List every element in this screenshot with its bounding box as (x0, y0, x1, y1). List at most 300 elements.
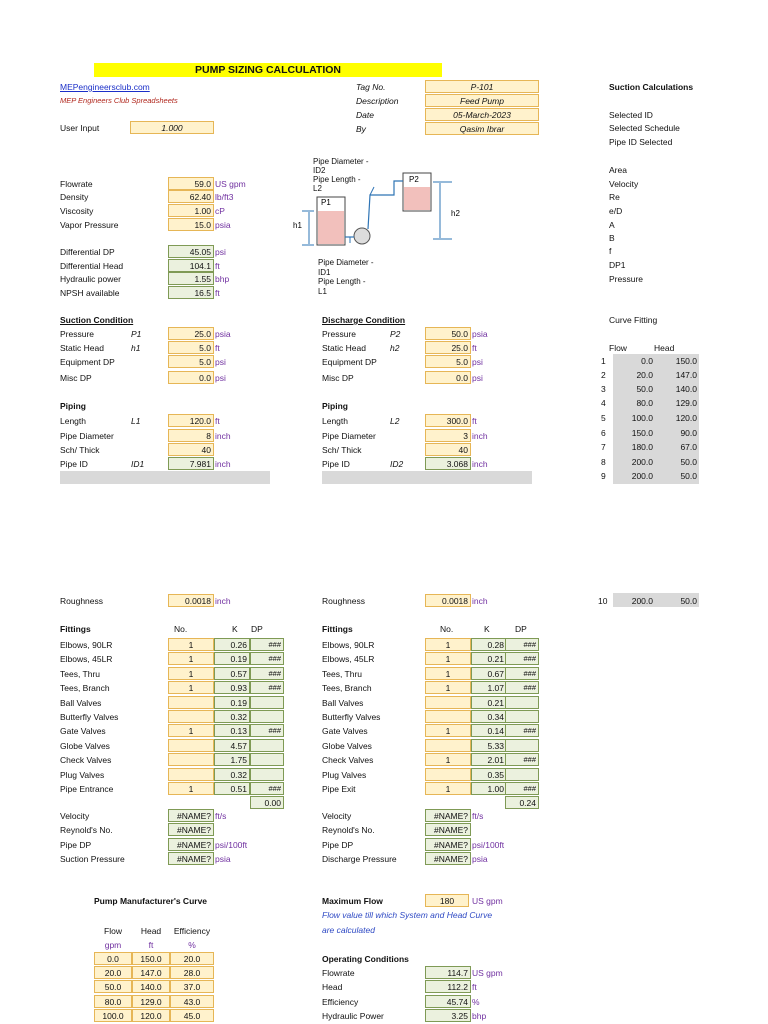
fitting-k-value: 1.07 (471, 681, 507, 694)
discharge-pipedp-value: #NAME? (425, 838, 471, 851)
fitting-name: Butterfly Valves (322, 712, 381, 722)
fitting-k-value: 0.57 (214, 667, 250, 680)
op-flowrate-unit: US gpm (472, 968, 503, 978)
fitting-count-input[interactable] (425, 739, 471, 752)
discharge-length-label: Length (322, 416, 348, 426)
op-eff-label: Efficiency (322, 997, 359, 1007)
mfr-head-input[interactable]: 129.0 (132, 995, 170, 1008)
discharge-pipedp-unit: psi/100ft (472, 840, 505, 850)
fitting-k-value: 0.19 (214, 652, 250, 665)
description-input[interactable]: Feed Pump (425, 94, 539, 107)
suction-sch-input[interactable]: 40 (168, 443, 214, 456)
curve-row-head: 150.0 (675, 356, 697, 366)
discharge-pipedp-label: Pipe DP (322, 840, 354, 850)
discharge-fittings-title: Fittings (322, 624, 353, 634)
curve-row-head: 140.0 (675, 384, 697, 394)
fitting-name: Globe Valves (60, 740, 110, 751)
fitting-dp-value (250, 768, 284, 781)
calc-item: Pressure (609, 274, 644, 284)
mfr-eff-input[interactable]: 43.0 (170, 995, 214, 1008)
tag-label: Tag No. (356, 82, 386, 92)
density-input[interactable]: 62.40 (168, 190, 214, 203)
fitting-name: Pipe Entrance (60, 784, 114, 794)
fitting-k-value: 0.21 (471, 652, 507, 665)
discharge-sch-input[interactable]: 40 (425, 443, 471, 456)
suction-equip-input[interactable]: 5.0 (168, 355, 214, 368)
density-label: Density (60, 192, 89, 202)
density-unit: lb/ft3 (215, 192, 234, 202)
suction-fittings-col-k: K (232, 624, 238, 634)
max-flow-input[interactable]: 180 (425, 894, 469, 907)
curve-col-flow: Flow (609, 343, 627, 353)
suction-fittings-title: Fittings (60, 624, 91, 634)
fitting-dp-value: ### (505, 782, 539, 795)
viscosity-unit: cP (215, 206, 225, 216)
calc-item: Re (609, 192, 620, 202)
fitting-k-value: 0.13 (214, 724, 250, 737)
calc-item: Pipe ID Selected (609, 137, 673, 147)
suction-roughness-label: Roughness (60, 596, 104, 606)
fitting-count-input[interactable] (168, 710, 214, 723)
date-label: Date (356, 110, 374, 120)
fitting-k-value: 0.28 (471, 638, 507, 651)
fitting-count-input[interactable]: 1 (425, 782, 471, 795)
discharge-equip-label: Equipment DP (322, 357, 377, 367)
fitting-dp-value: ### (505, 638, 539, 651)
suction-diameter-input[interactable]: 8 (168, 429, 214, 442)
discharge-id-label: Pipe ID (322, 459, 350, 469)
fitting-dp-value: ### (250, 652, 284, 665)
fitting-k-value: 0.32 (214, 768, 250, 781)
fitting-dp-value: ### (250, 782, 284, 795)
fitting-k-value: 5.33 (471, 739, 507, 752)
fitting-dp-value (505, 739, 539, 752)
fitting-count-input[interactable] (168, 753, 214, 766)
fitting-dp-value (250, 696, 284, 709)
mfr-head-input[interactable]: 150.0 (132, 952, 170, 965)
op-flowrate-label: Flowrate (322, 968, 355, 978)
user-input-legend: 1.000 (130, 121, 214, 134)
diagram-top-label: Pipe Diameter - ID2 Pipe Length - L2 (313, 157, 369, 193)
pump-icon (354, 228, 370, 244)
discharge-pressure-label: Pressure (322, 329, 357, 339)
fitting-dp-value: ### (250, 724, 284, 737)
fitting-count-input[interactable] (168, 696, 214, 709)
calc-item: A (609, 220, 615, 230)
npsh-unit: ft (215, 288, 220, 298)
suction-roughness-input[interactable]: 0.0018 (168, 594, 214, 607)
fitting-dp-value (505, 696, 539, 709)
discharge-equip-input[interactable]: 5.0 (425, 355, 471, 368)
fitting-name: Gate Valves (60, 726, 106, 737)
curve-row-index: 10 (598, 596, 608, 606)
discharge-roughness-unit: inch (472, 596, 488, 606)
fitting-count-input[interactable] (168, 739, 214, 752)
fitting-k-value: 0.51 (214, 782, 250, 795)
curve-row-head: 120.0 (675, 413, 697, 423)
fitting-k-value: 0.21 (471, 696, 507, 709)
curve-row-flow: 200.0 (631, 457, 653, 467)
curve-row-index: 2 (601, 370, 606, 380)
fitting-name: Gate Valves (322, 726, 368, 737)
discharge-title: Discharge Condition (322, 315, 406, 325)
fitting-count-input[interactable]: 1 (425, 681, 471, 694)
curve-row-head: 129.0 (675, 398, 697, 408)
curve-row-flow: 180.0 (631, 442, 653, 452)
op-eff-unit: % (472, 997, 480, 1007)
vapor-pressure-unit: psia (215, 220, 231, 230)
curve-row-flow: 20.0 (636, 370, 653, 380)
curve-row-index: 8 (601, 457, 606, 467)
fitting-count-input[interactable]: 1 (425, 667, 471, 680)
fitting-k-value: 0.35 (471, 768, 507, 781)
fitting-k-value: 2.01 (471, 753, 507, 766)
suction-result-pressure-label: Suction Pressure (60, 854, 125, 864)
discharge-misc-unit: psi (472, 373, 483, 383)
fitting-count-input[interactable] (425, 768, 471, 781)
fitting-name: Tees, Thru (322, 668, 363, 679)
curve-row-index: 1 (601, 356, 606, 366)
mfr-flow-input[interactable]: 50.0 (94, 980, 132, 993)
discharge-pressure-unit: psia (472, 329, 488, 339)
fitting-k-value: 0.26 (214, 638, 250, 651)
suction-length-sym: L1 (131, 416, 141, 426)
discharge-fittings-col-no: No. (440, 624, 454, 634)
fitting-count-input[interactable] (425, 710, 471, 723)
discharge-velocity-unit: ft/s (472, 811, 484, 821)
pump-diagram (290, 165, 470, 275)
mfr-col-flow: Flow (104, 926, 122, 936)
fitting-dp-value: ### (250, 681, 284, 694)
suction-head-input[interactable]: 5.0 (168, 341, 214, 354)
mfr-eff-input[interactable]: 45.0 (170, 1009, 214, 1022)
discharge-sch-label: Sch/ Thick (322, 445, 362, 455)
svg-text:P2: P2 (409, 175, 419, 184)
fitting-k-value: 0.67 (471, 667, 507, 680)
curve-row-index: 7 (601, 442, 606, 452)
fitting-name: Tees, Branch (60, 683, 110, 694)
suction-sch-label: Sch/ Thick (60, 445, 100, 455)
fitting-name: Ball Valves (60, 697, 102, 708)
mfr-flow-input[interactable]: 0.0 (94, 952, 132, 965)
curve-row-head: 90.0 (680, 428, 697, 438)
hyd-power-label: Hydraulic power (60, 274, 121, 284)
suction-equip-label: Equipment DP (60, 357, 115, 367)
curve-row-flow: 50.0 (636, 384, 653, 394)
fitting-dp-total: 0.24 (505, 796, 539, 809)
mfr-flow-input[interactable]: 100.0 (94, 1009, 132, 1022)
fitting-k-value: 1.00 (471, 782, 507, 795)
max-flow-label: Maximum Flow (322, 896, 383, 906)
mfr-unit-eff: % (188, 940, 196, 950)
suction-equip-unit: psi (215, 357, 226, 367)
manufacturer-curve-title: Pump Manufacturer's Curve (94, 896, 208, 906)
suction-fittings-col-no: No. (174, 624, 188, 634)
suction-calcs-title: Suction Calculations (609, 82, 694, 92)
fitting-name: Globe Valves (322, 740, 372, 751)
fitting-name: Butterfly Valves (60, 712, 119, 722)
svg-text:h1: h1 (293, 221, 302, 230)
viscosity-input[interactable]: 1.00 (168, 204, 214, 217)
max-flow-note-2: are calculated (322, 925, 375, 935)
suction-head-sym: h1 (131, 343, 141, 353)
calc-item: Selected ID (609, 110, 653, 120)
op-power-label: Hydraulic Power (322, 1011, 384, 1021)
svg-text:h2: h2 (451, 209, 460, 218)
mfr-unit-flow: gpm (104, 940, 122, 950)
op-power-value: 3.25 (425, 1009, 471, 1022)
discharge-length-unit: ft (472, 416, 477, 426)
date-input[interactable]: 05-March-2023 (425, 108, 539, 121)
suction-misc-input[interactable]: 0.0 (168, 371, 214, 384)
p2-liquid (404, 187, 430, 210)
max-flow-note: Flow value till which System and Head Curve (322, 910, 493, 920)
curve-row-flow: 100.0 (631, 413, 653, 423)
fitting-k-value: 0.19 (214, 696, 250, 709)
diff-head-unit: ft (215, 261, 220, 271)
npsh-label: NPSH available (60, 288, 120, 298)
suction-pipedp-unit: psi/100ft (215, 840, 248, 850)
fitting-dp-total: 0.00 (250, 796, 284, 809)
fitting-count-input[interactable]: 1 (425, 724, 471, 737)
fitting-dp-value: ### (250, 667, 284, 680)
desc-label: Description (356, 96, 399, 106)
curve-row-head: 50.0 (680, 471, 697, 481)
fitting-k-value: 0.93 (214, 681, 250, 694)
suction-velocity-value: #NAME? (168, 809, 214, 822)
suction-roughness-unit: inch (215, 596, 231, 606)
fitting-name: Tees, Thru (60, 668, 101, 679)
hyd-power-value: 1.55 (168, 272, 214, 285)
mfr-unit-head: ft (148, 940, 154, 950)
fitting-name: Check Valves (60, 755, 112, 766)
curve-fitting-title: Curve Fitting (609, 315, 658, 325)
suction-pipedp-value: #NAME? (168, 838, 214, 851)
suction-head-unit: ft (215, 343, 220, 353)
fitting-dp-value (505, 710, 539, 723)
curve-row-flow: 200.0 (631, 471, 653, 481)
fitting-dp-value (250, 710, 284, 723)
discharge-result-pressure-unit: psia (472, 854, 488, 864)
discharge-diameter-unit: inch (472, 431, 488, 441)
fitting-dp-value: ### (505, 652, 539, 665)
site-link[interactable]: MEPengineersclub.com (60, 82, 150, 92)
op-power-unit: bhp (472, 1011, 487, 1021)
discharge-fittings-col-k: K (484, 624, 490, 634)
calc-item: B (609, 233, 615, 243)
fitting-dp-value: ### (505, 753, 539, 766)
calc-item: Velocity (609, 179, 639, 189)
suction-misc-label: Misc DP (60, 373, 92, 383)
calc-item: Selected Schedule (609, 123, 680, 133)
vapor-pressure-label: Vapor Pressure (60, 220, 119, 230)
curve-row-flow: 0.0 (641, 356, 653, 366)
discharge-fittings-col-dp: DP (515, 624, 527, 634)
discharge-grey-row (322, 471, 532, 484)
suction-velocity-unit: ft/s (215, 811, 227, 821)
suction-pipedp-label: Pipe DP (60, 840, 92, 850)
suction-pressure-sym: P1 (131, 329, 142, 339)
suction-velocity-label: Velocity (60, 811, 90, 821)
discharge-id-value: 3.068 (425, 457, 471, 470)
by-label: By (356, 124, 366, 134)
suction-title: Suction Condition (60, 315, 134, 325)
suction-diameter-label: Pipe Diameter (60, 431, 114, 441)
fitting-count-input[interactable]: 1 (168, 667, 214, 680)
curve-row-head: 67.0 (680, 442, 697, 452)
discharge-result-pressure-value: #NAME? (425, 852, 471, 865)
discharge-piping-title: Piping (322, 401, 348, 411)
fitting-dp-value: ### (505, 681, 539, 694)
suction-head-label: Static Head (60, 343, 104, 353)
op-head-unit: ft (472, 982, 477, 992)
calc-item: e/D (609, 206, 623, 216)
fitting-count-input[interactable]: 1 (425, 638, 471, 651)
discharge-reynolds-label: Reynold's No. (322, 825, 375, 835)
suction-length-label: Length (60, 416, 86, 426)
flowrate-unit: US gpm (215, 179, 246, 189)
discharge-head-label: Static Head (322, 343, 366, 353)
discharge-pressure-input[interactable]: 50.0 (425, 327, 471, 340)
operating-title: Operating Conditions (322, 954, 409, 964)
curve-row-head: 147.0 (675, 370, 697, 380)
discharge-head-input[interactable]: 25.0 (425, 341, 471, 354)
curve-row-index: 5 (601, 413, 606, 423)
suction-pressure-input[interactable]: 25.0 (168, 327, 214, 340)
curve-row-index: 4 (601, 398, 606, 408)
mfr-eff-input[interactable]: 20.0 (170, 952, 214, 965)
curve-row-index: 6 (601, 428, 606, 438)
svg-text:P1: P1 (321, 198, 331, 207)
mfr-head-input[interactable]: 147.0 (132, 966, 170, 979)
fitting-k-value: 0.32 (214, 710, 250, 723)
fitting-k-value: 4.57 (214, 739, 250, 752)
suction-pressure-label: Pressure (60, 329, 95, 339)
discharge-roughness-input[interactable]: 0.0018 (425, 594, 471, 607)
fitting-name: Tees, Branch (322, 683, 372, 694)
discharge-head-unit: ft (472, 343, 477, 353)
fitting-k-value: 1.75 (214, 753, 250, 766)
op-head-label: Head (322, 982, 343, 992)
fitting-name: Plug Valves (60, 769, 105, 780)
viscosity-label: Viscosity (60, 206, 94, 216)
fitting-count-input[interactable]: 1 (168, 782, 214, 795)
fitting-name: Elbows, 90LR (60, 640, 113, 650)
op-eff-value: 45.74 (425, 995, 471, 1008)
fitting-k-value: 0.14 (471, 724, 507, 737)
discharge-length-input[interactable]: 300.0 (425, 414, 471, 427)
fitting-count-input[interactable] (425, 696, 471, 709)
discharge-diameter-input[interactable]: 3 (425, 429, 471, 442)
curve-row-index: 3 (601, 384, 606, 394)
suction-diameter-unit: inch (215, 431, 231, 441)
discharge-pressure-sym: P2 (390, 329, 401, 339)
suction-length-unit: ft (215, 416, 220, 426)
fitting-name: Elbows, 45LR (60, 654, 113, 665)
discharge-velocity-label: Velocity (322, 811, 352, 821)
diff-dp-unit: psi (215, 247, 226, 257)
flowrate-input[interactable]: 59.0 (168, 177, 214, 190)
suction-reynolds-value: #NAME? (168, 823, 214, 836)
diff-head-label: Differential Head (60, 261, 124, 271)
diagram-bottom-label: Pipe Diameter - ID1 Pipe Length - L1 (318, 258, 374, 296)
discharge-id-sym: ID2 (390, 459, 404, 469)
fitting-name: Plug Valves (322, 769, 367, 780)
fitting-count-input[interactable]: 1 (168, 724, 214, 737)
fitting-k-value: 0.34 (471, 710, 507, 723)
mfr-eff-input[interactable]: 28.0 (170, 966, 214, 979)
fitting-dp-value (250, 739, 284, 752)
mfr-flow-input[interactable]: 80.0 (94, 995, 132, 1008)
fitting-count-input[interactable]: 1 (168, 681, 214, 694)
discharge-id-unit: inch (472, 459, 488, 469)
fitting-count-input[interactable]: 1 (168, 638, 214, 651)
discharge-velocity-value: #NAME? (425, 809, 471, 822)
suction-misc-unit: psi (215, 373, 226, 383)
calc-item: Area (609, 165, 627, 175)
op-head-value: 112.2 (425, 980, 471, 993)
by-input[interactable]: Qasim Ibrar (425, 122, 539, 135)
suction-piping-title: Piping (60, 401, 86, 411)
curve-row-head: 50.0 (680, 457, 697, 467)
user-input-label: User Input (60, 123, 100, 133)
hyd-power-unit: bhp (215, 274, 230, 284)
discharge-misc-input[interactable]: 0.0 (425, 371, 471, 384)
mfr-flow-input[interactable]: 20.0 (94, 966, 132, 979)
fitting-count-input[interactable] (168, 768, 214, 781)
curve-row-flow: 150.0 (631, 428, 653, 438)
mfr-head-input[interactable]: 120.0 (132, 1009, 170, 1022)
max-flow-unit: US gpm (472, 896, 503, 906)
mfr-eff-input[interactable]: 37.0 (170, 980, 214, 993)
fitting-count-input[interactable]: 1 (425, 652, 471, 665)
suction-id-sym: ID1 (131, 459, 145, 469)
discharge-roughness-label: Roughness (322, 596, 366, 606)
diff-head-value: 104.1 (168, 259, 214, 272)
discharge-reynolds-value: #NAME? (425, 823, 471, 836)
tag-input[interactable]: P-101 (425, 80, 539, 93)
suction-fittings-col-dp: DP (251, 624, 263, 634)
p1-liquid (318, 211, 344, 244)
flowrate-label: Flowrate (60, 179, 93, 189)
discharge-length-sym: L2 (390, 416, 400, 426)
fitting-name: Check Valves (322, 755, 374, 766)
fitting-count-input[interactable]: 1 (425, 753, 471, 766)
curve-row-index: 9 (601, 471, 606, 481)
vapor-pressure-input[interactable]: 15.0 (168, 218, 214, 231)
discharge-result-pressure-label: Discharge Pressure (322, 854, 397, 864)
fitting-dp-value: ### (505, 724, 539, 737)
mfr-head-input[interactable]: 140.0 (132, 980, 170, 993)
mfr-col-eff: Efficiency (173, 926, 211, 936)
suction-id-value: 7.981 (168, 457, 214, 470)
npsh-value: 16.5 (168, 286, 214, 299)
diff-dp-value: 45.05 (168, 245, 214, 258)
fitting-count-input[interactable]: 1 (168, 652, 214, 665)
fitting-dp-value: ### (250, 638, 284, 651)
suction-reynolds-label: Reynold's No. (60, 825, 113, 835)
calc-item: f (609, 246, 612, 256)
suction-length-input[interactable]: 120.0 (168, 414, 214, 427)
brand-text: MEP Engineers Club Spreadsheets (60, 96, 178, 105)
discharge-head-sym: h2 (390, 343, 400, 353)
curve-row-head: 50.0 (680, 596, 697, 606)
diff-dp-label: Differential DP (60, 247, 115, 257)
calc-item: DP1 (609, 260, 626, 270)
suction-result-pressure-unit: psia (215, 854, 231, 864)
discharge-equip-unit: psi (472, 357, 483, 367)
page-title: PUMP SIZING CALCULATION (94, 63, 442, 77)
